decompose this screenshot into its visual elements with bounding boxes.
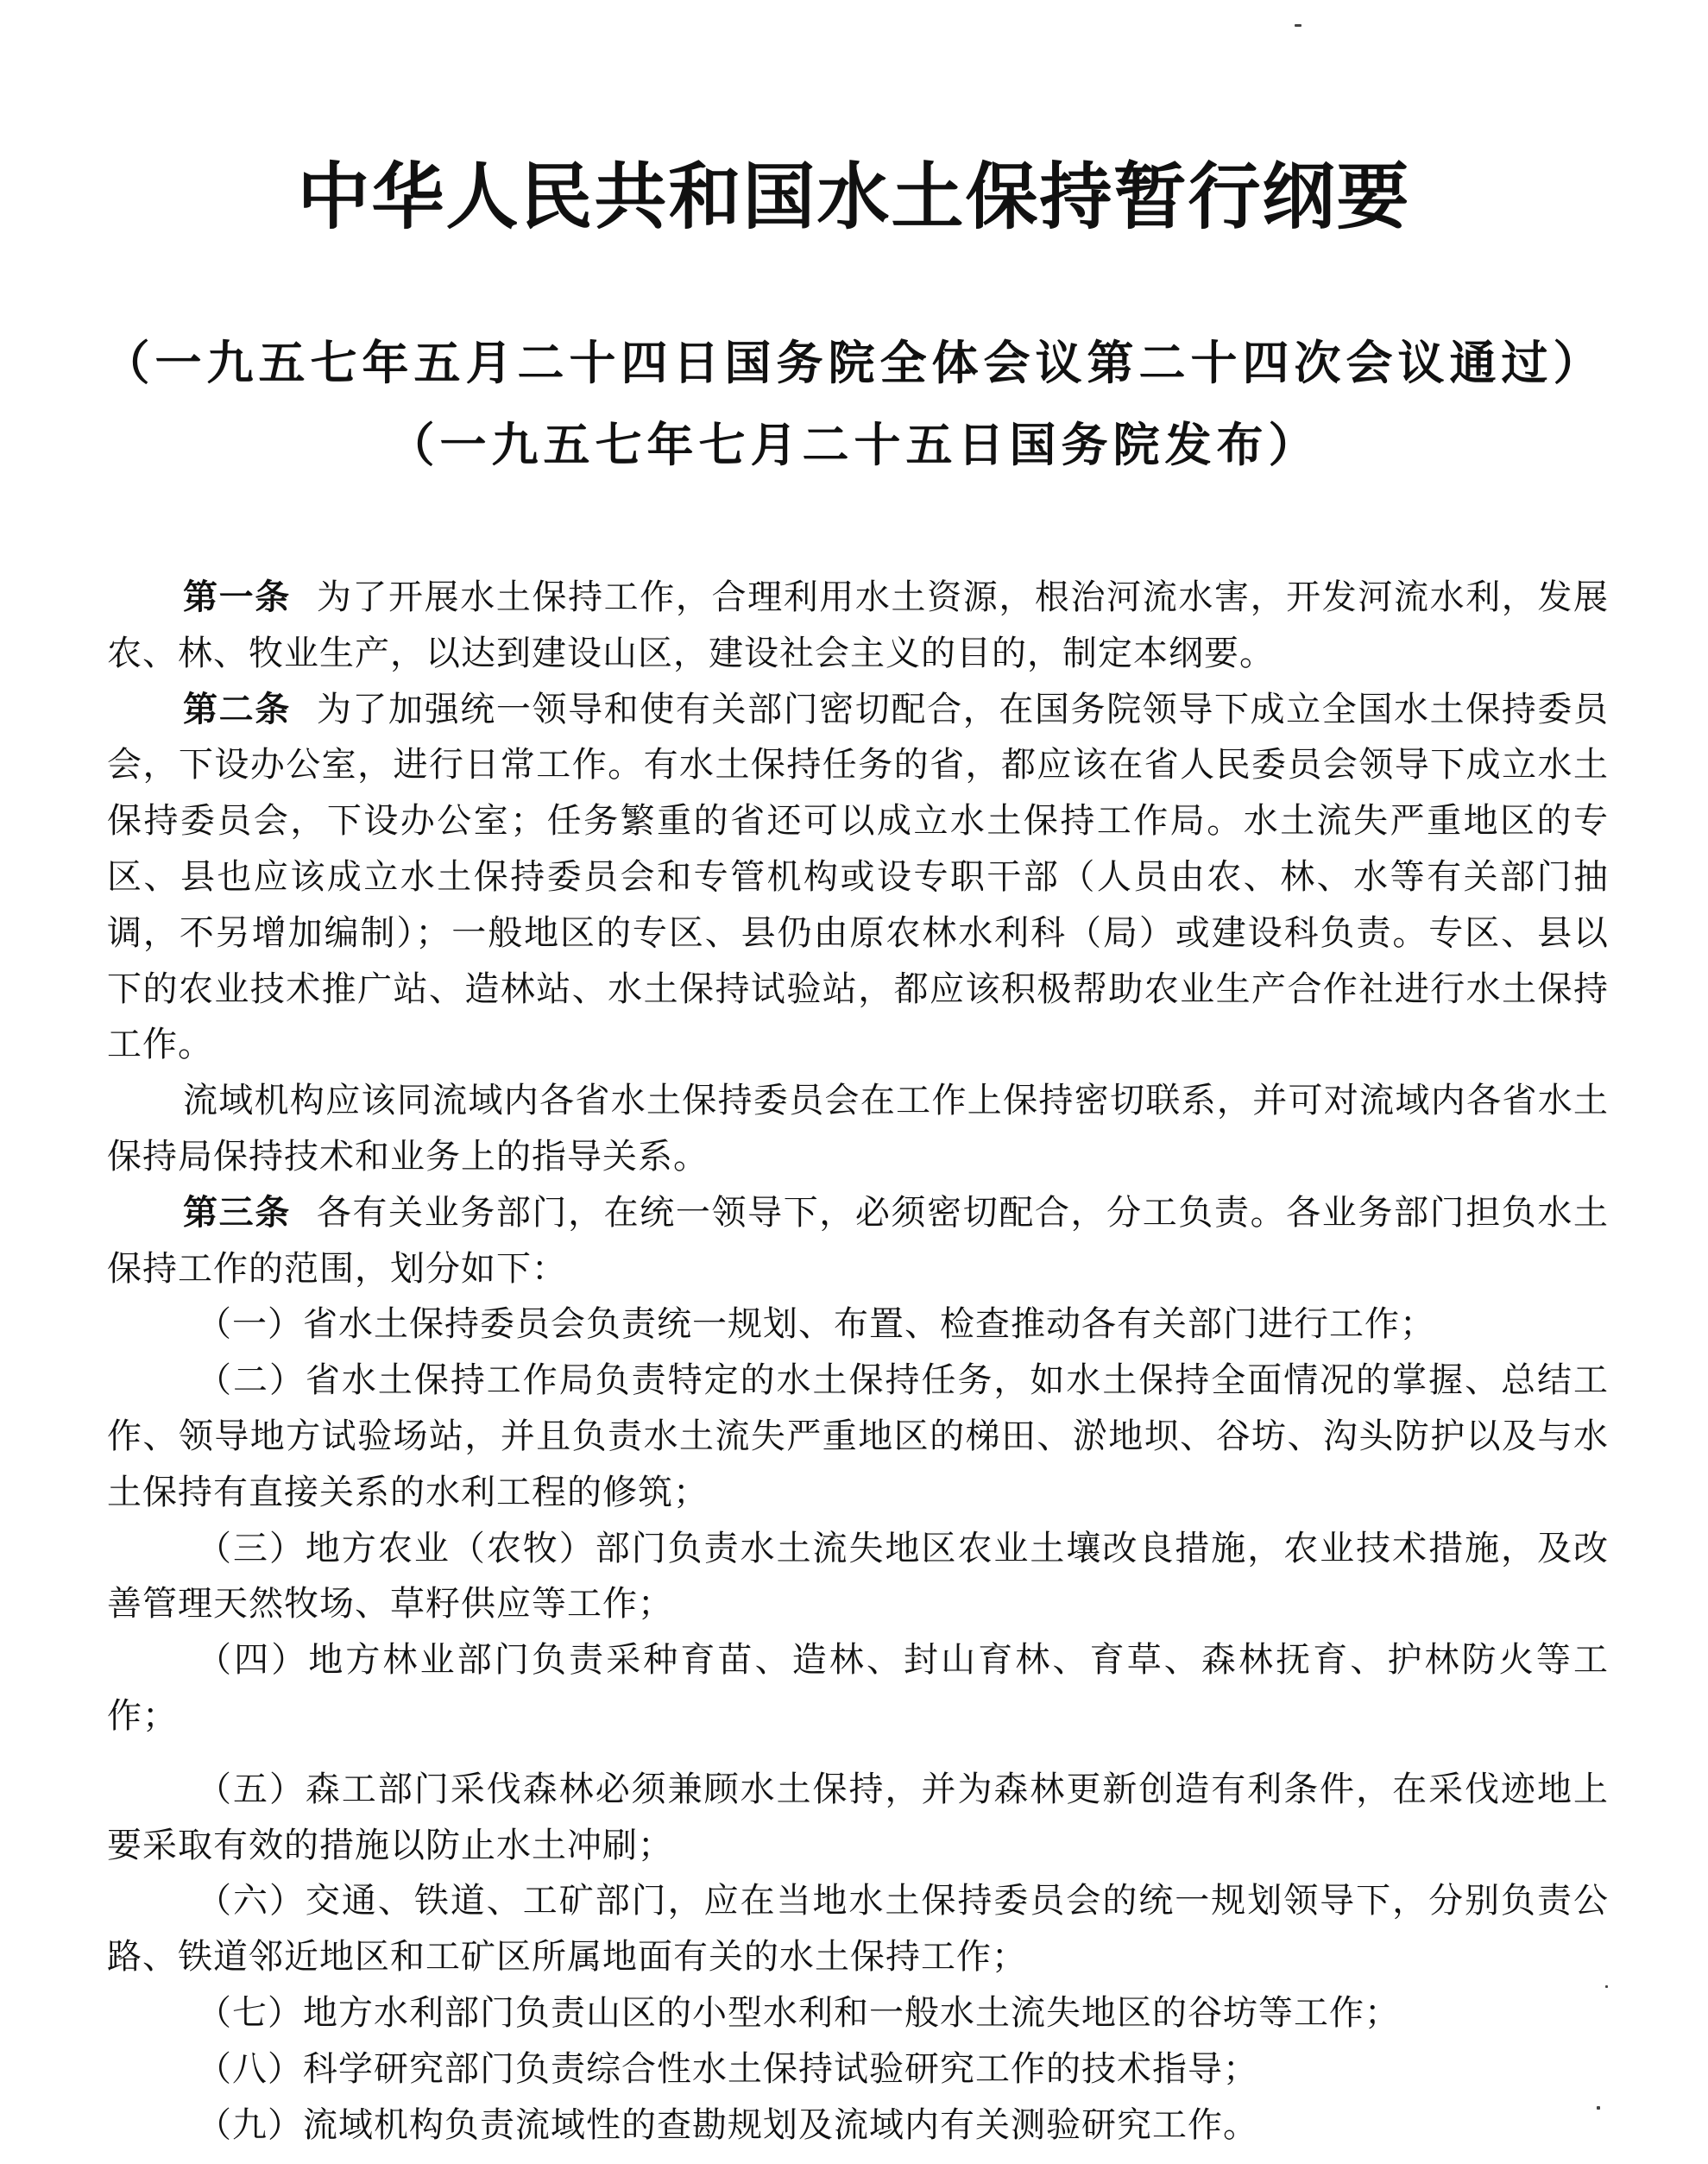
article-3-item-8: （八）科学研究部门负责综合性水土保持试验研究工作的技术指导； bbox=[197, 2048, 1258, 2089]
article-3-item-3: （三）地方农业（农牧）部门负责水土流失地区农业土壤改良措施，农业技术措施，及改善管理天然牧场、草籽供应等工作； bbox=[107, 1528, 1609, 1625]
adoption-note: （一九五七年五月二十四日国务院全体会议第二十四次会议通过） bbox=[103, 335, 1605, 390]
article-3-item-5: （五）森工部门采伐森林必须兼顾水土保持，并为森林更新创造有利条件，在采伐迹地上要采取有效的措施以防止水土冲刷； bbox=[107, 1769, 1609, 1865]
article-3-item-6: （六）交通、铁道、工矿部门，应在当地水土保持委员会的统一规划领导下，分别负责公路、铁道邻近地区和工矿区所属地面有关的水土保持工作； bbox=[107, 1881, 1609, 1978]
article-3 bbox=[107, 1185, 1609, 1297]
article-2-label: 第二条 bbox=[183, 689, 291, 729]
article-1 bbox=[107, 570, 1609, 682]
article-3-text: 各有关业务部门，在统一领导下，必须密切配合，分工负责。各业务部门担负水土保持工作的范围，划分如下： bbox=[107, 1192, 1610, 1289]
article-2-text: 为了加强统一领导和使有关部门密切配合，在国务院领导下成立全国水土保持委员会，下设办公室，进行日常工作。有水土保持任务的省，都应该在省人民委员会领导下成立水土保持委员会，下设办公室；任务繁重的省还可以成立水土保持工作局。水土流失严重地区的专区、县也应该成立水土保持委员会和专管机构或设专职干部（人员由农、林、水等有关部门抽调，不另增加编制）；一般地区的专区、县仍由原农林水利科（局）或建设科负责。专区、县以下的农业技术推广站、造林站、水土保持试验站，都应该积极帮助农业生产合作社进行水土保持工作。 bbox=[107, 689, 1610, 1065]
article-2-paragraph-2: 流域机构应该同流域内各省水土保持委员会在工作上保持密切联系，并可对流域内各省水土保持局保持技术和业务上的指导关系。 bbox=[107, 1081, 1609, 1177]
article-3-label: 第三条 bbox=[183, 1192, 291, 1233]
spacer bbox=[107, 1744, 1609, 1762]
article-3-item-9: （九）流域机构负责流域性的查勘规划及流域内有关测验研究工作。 bbox=[197, 2104, 1258, 2145]
article-2 bbox=[107, 682, 1609, 1074]
article-3-item-4: （四）地方林业部门负责采种育苗、造林、封山育林、育草、森林抚育、护林防火等工作； bbox=[107, 1640, 1609, 1736]
document-body bbox=[107, 570, 1609, 2153]
article-3-item-7: （七）地方水利部门负责山区的小型水利和一般水土流失地区的谷坊等工作； bbox=[197, 1992, 1400, 2033]
promulgation-note: （一九五七年七月二十五日国务院发布） bbox=[388, 417, 1320, 472]
article-3-item-2: （二）省水土保持工作局负责特定的水土保持任务，如水土保持全面情况的掌握、总结工作、领导地方试验场站，并且负责水土流失严重地区的梯田、淤地坝、谷坊、沟头防护以及与水土保持有直接关系的水利工程的修筑； bbox=[107, 1360, 1609, 1512]
article-1-text: 为了开展水土保持工作，合理利用水土资源，根治河流水害，开发河流水利，发展农、林、牧业生产，以达到建设山区，建设社会主义的目的，制定本纲要。 bbox=[107, 577, 1610, 673]
scan-speck bbox=[1597, 2106, 1600, 2110]
article-3-item-1: （一）省水土保持委员会负责统一规划、布置、检查推动各有关部门进行工作； bbox=[197, 1304, 1435, 1345]
scan-speck bbox=[1295, 24, 1301, 27]
article-1-label: 第一条 bbox=[183, 577, 291, 617]
scan-speck bbox=[1605, 1985, 1608, 1988]
document-title: 中华人民共和国水土保持暂行纲要 bbox=[297, 155, 1411, 239]
